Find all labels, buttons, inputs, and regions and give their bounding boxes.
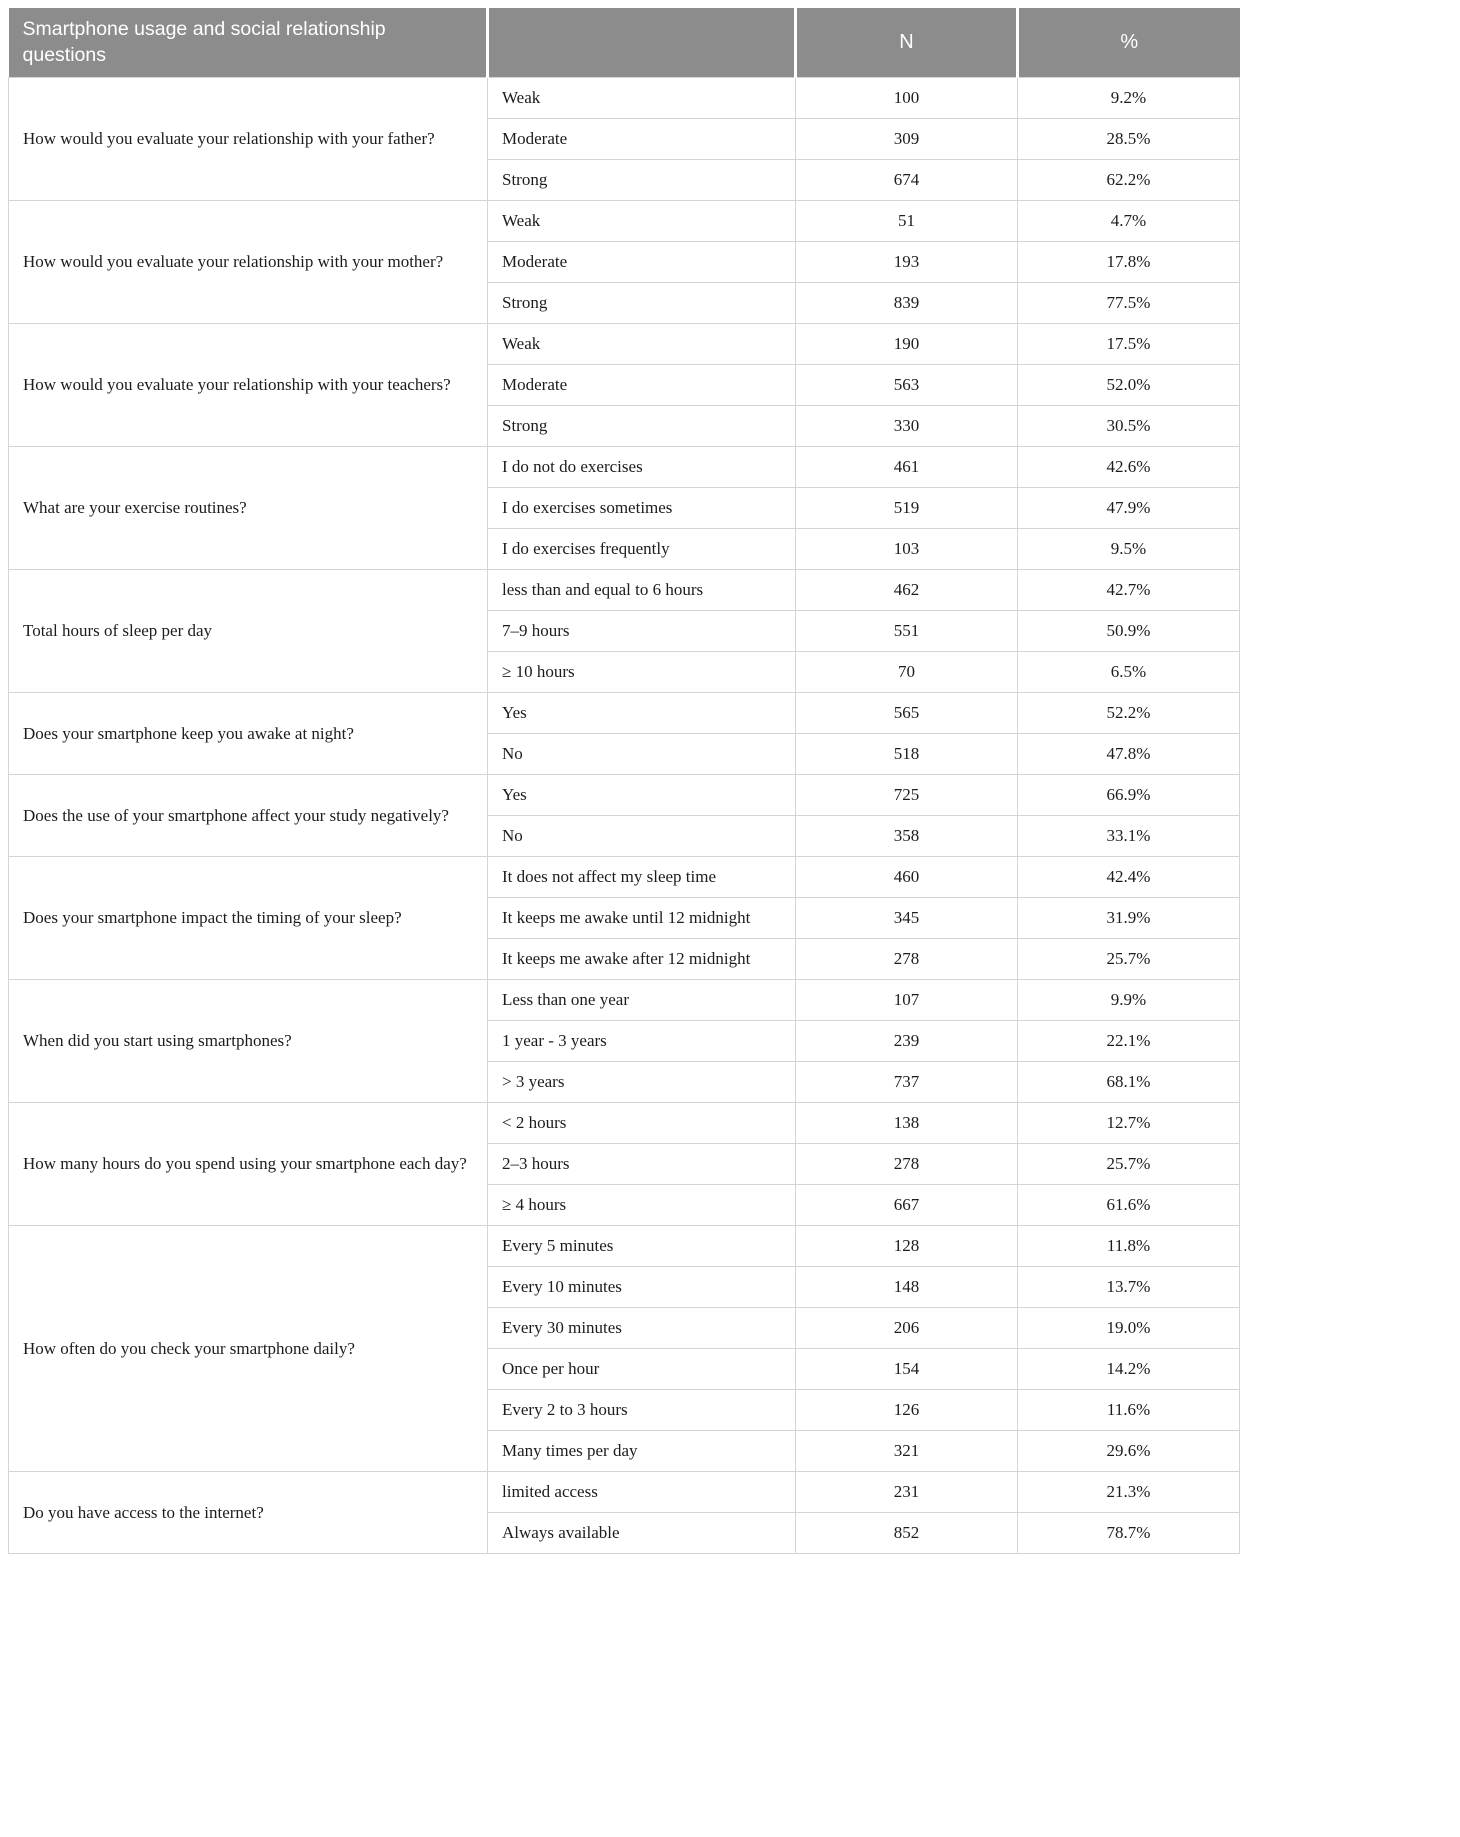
count-cell: 358 xyxy=(796,815,1018,856)
answer-cell: limited access xyxy=(488,1471,796,1512)
answer-cell: It does not affect my sleep time xyxy=(488,856,796,897)
header-answer xyxy=(488,8,796,77)
answer-cell: ≥ 10 hours xyxy=(488,651,796,692)
header-question: Smartphone usage and social relationship questions xyxy=(9,8,488,77)
percent-cell: 11.6% xyxy=(1018,1389,1240,1430)
percent-cell: 11.8% xyxy=(1018,1225,1240,1266)
percent-cell: 29.6% xyxy=(1018,1430,1240,1471)
percent-cell: 25.7% xyxy=(1018,1143,1240,1184)
percent-cell: 52.2% xyxy=(1018,692,1240,733)
count-cell: 70 xyxy=(796,651,1018,692)
percent-cell: 66.9% xyxy=(1018,774,1240,815)
answer-cell: Many times per day xyxy=(488,1430,796,1471)
header-n: N xyxy=(796,8,1018,77)
question-cell: Does your smartphone keep you awake at night? xyxy=(9,692,488,774)
percent-cell: 78.7% xyxy=(1018,1512,1240,1553)
percent-cell: 33.1% xyxy=(1018,815,1240,856)
question-cell: How would you evaluate your relationship with your teachers? xyxy=(9,323,488,446)
question-cell: How would you evaluate your relationship with your mother? xyxy=(9,200,488,323)
table-row xyxy=(9,1225,1240,1266)
percent-cell: 30.5% xyxy=(1018,405,1240,446)
percent-cell: 21.3% xyxy=(1018,1471,1240,1512)
question-cell: Do you have access to the internet? xyxy=(9,1471,488,1553)
table-header xyxy=(9,8,1240,77)
count-cell: 190 xyxy=(796,323,1018,364)
questionnaire-table xyxy=(8,8,1240,1554)
percent-cell: 61.6% xyxy=(1018,1184,1240,1225)
count-cell: 309 xyxy=(796,118,1018,159)
answer-cell: Strong xyxy=(488,405,796,446)
answer-cell: I do exercises sometimes xyxy=(488,487,796,528)
percent-cell: 28.5% xyxy=(1018,118,1240,159)
percent-cell: 47.9% xyxy=(1018,487,1240,528)
count-cell: 461 xyxy=(796,446,1018,487)
percent-cell: 62.2% xyxy=(1018,159,1240,200)
table-row xyxy=(9,979,1240,1020)
count-cell: 839 xyxy=(796,282,1018,323)
percent-cell: 31.9% xyxy=(1018,897,1240,938)
percent-cell: 6.5% xyxy=(1018,651,1240,692)
table-row xyxy=(9,200,1240,241)
count-cell: 667 xyxy=(796,1184,1018,1225)
count-cell: 107 xyxy=(796,979,1018,1020)
answer-cell: Strong xyxy=(488,159,796,200)
answer-cell: Yes xyxy=(488,774,796,815)
count-cell: 154 xyxy=(796,1348,1018,1389)
percent-cell: 52.0% xyxy=(1018,364,1240,405)
count-cell: 100 xyxy=(796,77,1018,118)
percent-cell: 19.0% xyxy=(1018,1307,1240,1348)
answer-cell: 2–3 hours xyxy=(488,1143,796,1184)
count-cell: 345 xyxy=(796,897,1018,938)
answer-cell: Weak xyxy=(488,77,796,118)
question-cell: How many hours do you spend using your smartphone each day? xyxy=(9,1102,488,1225)
count-cell: 563 xyxy=(796,364,1018,405)
percent-cell: 17.5% xyxy=(1018,323,1240,364)
answer-cell: Every 5 minutes xyxy=(488,1225,796,1266)
percent-cell: 9.5% xyxy=(1018,528,1240,569)
question-cell: What are your exercise routines? xyxy=(9,446,488,569)
percent-cell: 17.8% xyxy=(1018,241,1240,282)
count-cell: 278 xyxy=(796,1143,1018,1184)
answer-cell: Once per hour xyxy=(488,1348,796,1389)
count-cell: 462 xyxy=(796,569,1018,610)
header-row xyxy=(9,8,1240,77)
count-cell: 460 xyxy=(796,856,1018,897)
percent-cell: 42.7% xyxy=(1018,569,1240,610)
table-row xyxy=(9,774,1240,815)
table-row xyxy=(9,77,1240,118)
question-cell: When did you start using smartphones? xyxy=(9,979,488,1102)
percent-cell: 47.8% xyxy=(1018,733,1240,774)
answer-cell: ≥ 4 hours xyxy=(488,1184,796,1225)
answer-cell: Moderate xyxy=(488,118,796,159)
answer-cell: Always available xyxy=(488,1512,796,1553)
answer-cell: No xyxy=(488,733,796,774)
table-row xyxy=(9,692,1240,733)
table-row xyxy=(9,323,1240,364)
question-cell: How would you evaluate your relationship with your father? xyxy=(9,77,488,200)
count-cell: 103 xyxy=(796,528,1018,569)
percent-cell: 68.1% xyxy=(1018,1061,1240,1102)
table-row xyxy=(9,569,1240,610)
percent-cell: 50.9% xyxy=(1018,610,1240,651)
percent-cell: 22.1% xyxy=(1018,1020,1240,1061)
answer-cell: Every 30 minutes xyxy=(488,1307,796,1348)
percent-cell: 42.6% xyxy=(1018,446,1240,487)
count-cell: 193 xyxy=(796,241,1018,282)
count-cell: 51 xyxy=(796,200,1018,241)
count-cell: 126 xyxy=(796,1389,1018,1430)
answer-cell: Moderate xyxy=(488,364,796,405)
percent-cell: 13.7% xyxy=(1018,1266,1240,1307)
answer-cell: It keeps me awake until 12 midnight xyxy=(488,897,796,938)
answer-cell: It keeps me awake after 12 midnight xyxy=(488,938,796,979)
count-cell: 565 xyxy=(796,692,1018,733)
count-cell: 206 xyxy=(796,1307,1018,1348)
table-row xyxy=(9,1102,1240,1143)
answer-cell: Weak xyxy=(488,323,796,364)
answer-cell: Moderate xyxy=(488,241,796,282)
answer-cell: Less than one year xyxy=(488,979,796,1020)
count-cell: 138 xyxy=(796,1102,1018,1143)
answer-cell: I do exercises frequently xyxy=(488,528,796,569)
answer-cell: 7–9 hours xyxy=(488,610,796,651)
percent-cell: 9.9% xyxy=(1018,979,1240,1020)
answer-cell: Strong xyxy=(488,282,796,323)
answer-cell: less than and equal to 6 hours xyxy=(488,569,796,610)
count-cell: 231 xyxy=(796,1471,1018,1512)
percent-cell: 9.2% xyxy=(1018,77,1240,118)
answer-cell: Yes xyxy=(488,692,796,733)
count-cell: 330 xyxy=(796,405,1018,446)
percent-cell: 12.7% xyxy=(1018,1102,1240,1143)
question-cell: How often do you check your smartphone daily? xyxy=(9,1225,488,1471)
count-cell: 852 xyxy=(796,1512,1018,1553)
table-row xyxy=(9,446,1240,487)
count-cell: 674 xyxy=(796,159,1018,200)
count-cell: 518 xyxy=(796,733,1018,774)
answer-cell: 1 year - 3 years xyxy=(488,1020,796,1061)
count-cell: 737 xyxy=(796,1061,1018,1102)
table-body xyxy=(9,77,1240,1553)
count-cell: 519 xyxy=(796,487,1018,528)
count-cell: 128 xyxy=(796,1225,1018,1266)
answer-cell: I do not do exercises xyxy=(488,446,796,487)
answer-cell: Every 2 to 3 hours xyxy=(488,1389,796,1430)
header-percent: % xyxy=(1018,8,1240,77)
answer-cell: No xyxy=(488,815,796,856)
question-cell: Does your smartphone impact the timing of your sleep? xyxy=(9,856,488,979)
answer-cell: Weak xyxy=(488,200,796,241)
percent-cell: 4.7% xyxy=(1018,200,1240,241)
count-cell: 148 xyxy=(796,1266,1018,1307)
count-cell: 725 xyxy=(796,774,1018,815)
question-cell: Total hours of sleep per day xyxy=(9,569,488,692)
answer-cell: < 2 hours xyxy=(488,1102,796,1143)
question-cell: Does the use of your smartphone affect your study negatively? xyxy=(9,774,488,856)
percent-cell: 14.2% xyxy=(1018,1348,1240,1389)
count-cell: 239 xyxy=(796,1020,1018,1061)
table-row xyxy=(9,1471,1240,1512)
answer-cell: > 3 years xyxy=(488,1061,796,1102)
percent-cell: 42.4% xyxy=(1018,856,1240,897)
count-cell: 321 xyxy=(796,1430,1018,1471)
percent-cell: 77.5% xyxy=(1018,282,1240,323)
answer-cell: Every 10 minutes xyxy=(488,1266,796,1307)
count-cell: 278 xyxy=(796,938,1018,979)
table-row xyxy=(9,856,1240,897)
count-cell: 551 xyxy=(796,610,1018,651)
percent-cell: 25.7% xyxy=(1018,938,1240,979)
